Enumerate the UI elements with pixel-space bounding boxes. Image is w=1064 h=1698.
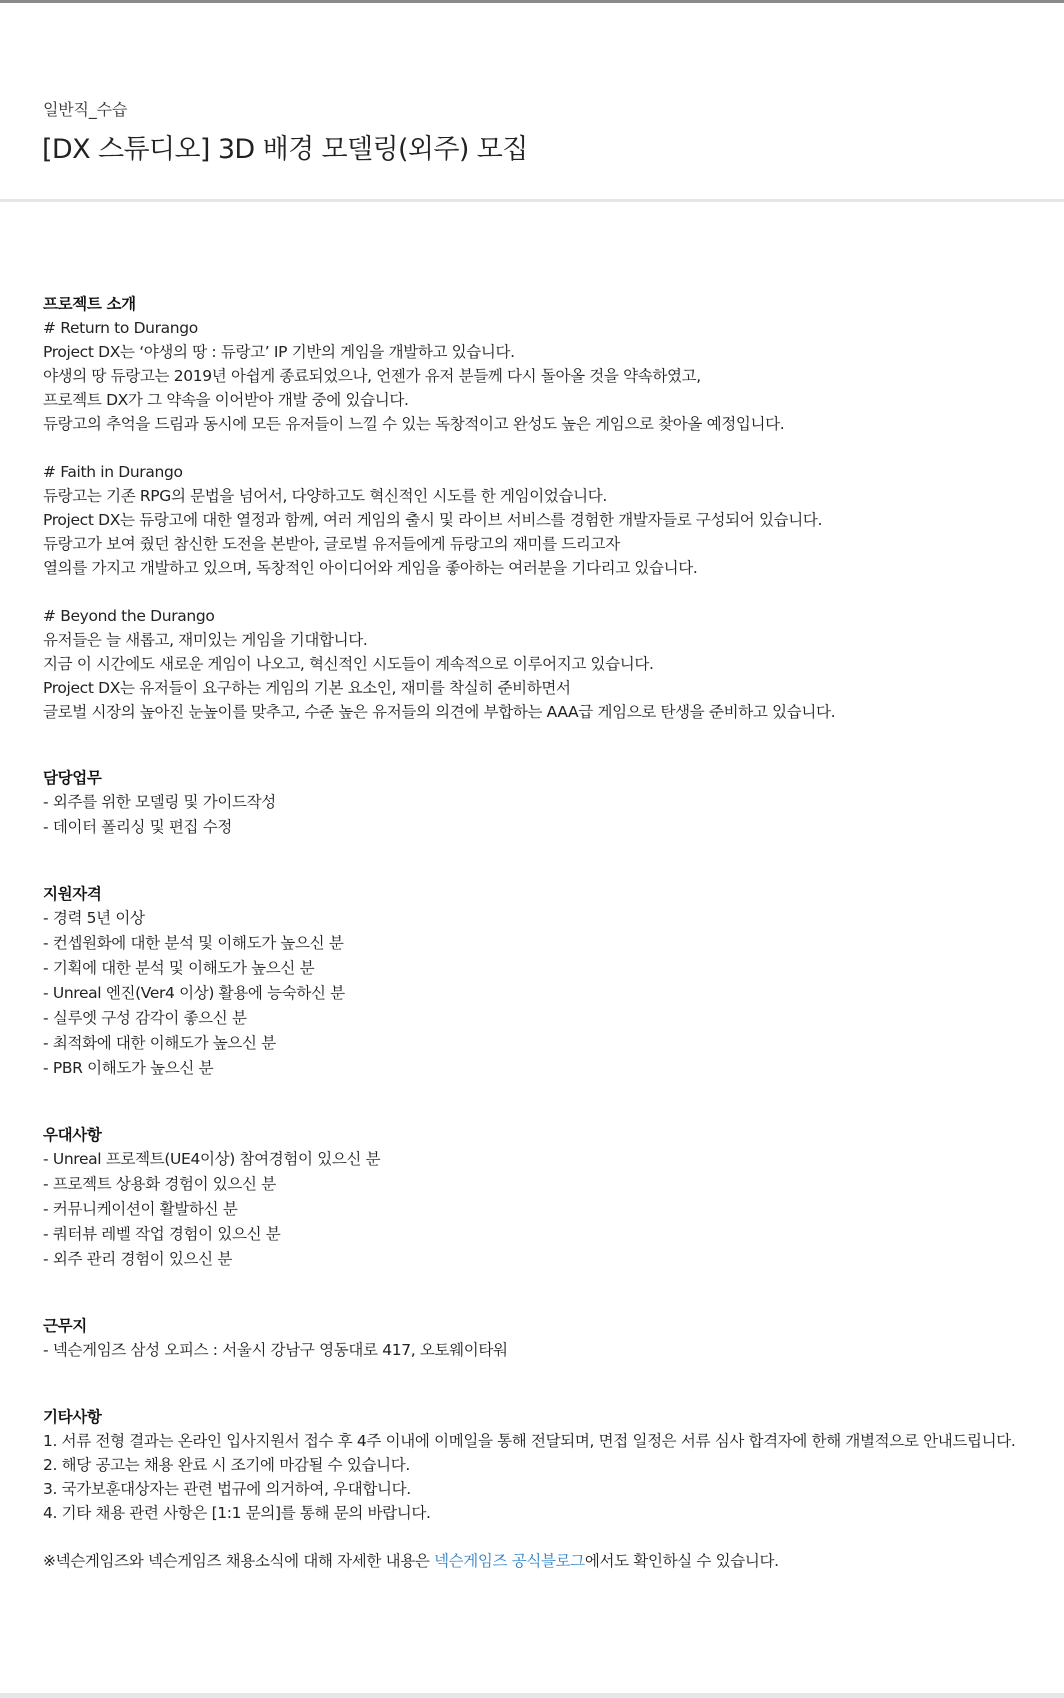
intro-heading-return: # Return to Durango <box>43 319 198 337</box>
intro-text: Project DX는 듀랑고에 대한 열정과 함께, 여러 게임의 출시 및 라이브 서비스를 경험한 개발자들로 구성되어 있습니다. <box>43 511 823 529</box>
intro-text: Project DX는 유저들이 요구하는 게임의 기본 요소인, 재미를 착실히 준비하면서 <box>43 679 571 697</box>
preferred-item: - Unreal 프로젝트(UE4이상) 참여경험이 있으신 분 <box>43 1150 381 1168</box>
intro-text: 듀랑고가 보여 줬던 참신한 도전을 본받아, 글로벌 유저들에게 듀랑고의 재미를 드리고자 <box>43 535 620 553</box>
etc-item: 1. 서류 전형 결과는 온라인 입사지원서 접수 후 4주 이내에 이메일을 통해 전달되며, 면접 일정은 서류 심사 합격자에 한해 개별적으로 안내드립니다. <box>43 1432 1016 1450</box>
intro-block-faith <box>43 460 1023 580</box>
blog-note <box>43 1549 1023 1573</box>
preferred-item: - 프로젝트 상용화 경험이 있으신 분 <box>43 1175 276 1193</box>
section-title-qualifications: 지원자격 <box>43 885 102 903</box>
intro-text: 열의를 가지고 개발하고 있으며, 독창적인 아이디어와 게임을 좋아하는 여러분을 기다리고 있습니다. <box>43 559 698 577</box>
section-duties <box>43 766 1023 840</box>
blog-note-prefix: ※넥슨게임즈와 넥슨게임즈 채용소식에 대해 자세한 내용은 <box>43 1552 435 1570</box>
intro-block-beyond <box>43 604 1023 724</box>
preferred-item: - 외주 관리 경험이 있으신 분 <box>43 1250 232 1268</box>
official-blog-link[interactable]: 넥슨게임즈 공식블로그 <box>434 1552 585 1570</box>
section-qualifications <box>43 882 1023 1081</box>
qualification-item: - PBR 이해도가 높으신 분 <box>43 1059 214 1077</box>
intro-block-return <box>43 316 1023 436</box>
section-project-intro <box>43 292 1023 724</box>
intro-text: 글로벌 시장의 높아진 눈높이를 맞추고, 수준 높은 유저들의 의견에 부합하는 AAA급 게임으로 탄생을 준비하고 있습니다. <box>43 703 836 721</box>
intro-text: 유저들은 늘 새롭고, 재미있는 게임을 기대합니다. <box>43 631 368 649</box>
page-title: [DX 스튜디오] 3D 배경 모델링(외주) 모집 <box>42 134 528 165</box>
qualification-item: - Unreal 엔진(Ver4 이상) 활용에 능숙하신 분 <box>43 984 345 1002</box>
section-title-project-intro: 프로젝트 소개 <box>43 295 136 313</box>
job-category: 일반직_수습 <box>43 100 128 119</box>
bottom-border <box>0 1693 1064 1698</box>
location-item: - 넥슨게임즈 삼성 오피스 : 서울시 강남구 영동대로 417, 오토웨이타워 <box>43 1341 508 1359</box>
qualification-item: - 경력 5년 이상 <box>43 909 145 927</box>
qualification-item: - 컨셉원화에 대한 분석 및 이해도가 높으신 분 <box>43 934 344 952</box>
intro-heading-faith: # Faith in Durango <box>43 463 183 481</box>
section-title-etc: 기타사항 <box>43 1408 102 1426</box>
posting-body <box>43 292 1023 1573</box>
intro-text: 지금 이 시간에도 새로운 게임이 나오고, 혁신적인 시도들이 계속적으로 이루어지고 있습니다. <box>43 655 654 673</box>
intro-text: 듀랑고는 기존 RPG의 문법을 넘어서, 다양하고도 혁신적인 시도를 한 게임이었습니다. <box>43 487 607 505</box>
intro-text: Project DX는 ‘야생의 땅 : 듀랑고’ IP 기반의 게임을 개발하고 있습니다. <box>43 343 515 361</box>
duty-item: - 외주를 위한 모델링 및 가이드작성 <box>43 793 276 811</box>
preferred-item: - 커뮤니케이션이 활발하신 분 <box>43 1200 238 1218</box>
section-title-location: 근무지 <box>43 1317 87 1335</box>
qualification-item: - 실루엣 구성 감각이 좋으신 분 <box>43 1009 247 1027</box>
intro-text: 야생의 땅 듀랑고는 2019년 아쉽게 종료되었으나, 언젠가 유저 분들께 다시 돌아올 것을 약속하였고, <box>43 367 701 385</box>
intro-heading-beyond: # Beyond the Durango <box>43 607 215 625</box>
preferred-item: - 쿼터뷰 레벨 작업 경험이 있으신 분 <box>43 1225 281 1243</box>
intro-text: 듀랑고의 추억을 드림과 동시에 모든 유저들이 느낄 수 있는 독창적이고 완성도 높은 게임으로 찾아올 예정입니다. <box>43 415 785 433</box>
etc-item: 4. 기타 채용 관련 사항은 [1:1 문의]를 통해 문의 바랍니다. <box>43 1504 431 1522</box>
posting-header <box>0 0 1064 202</box>
qualification-item: - 최적화에 대한 이해도가 높으신 분 <box>43 1034 276 1052</box>
etc-item: 2. 해당 공고는 채용 완료 시 조기에 마감될 수 있습니다. <box>43 1456 410 1474</box>
etc-item: 3. 국가보훈대상자는 관련 법규에 의거하여, 우대합니다. <box>43 1480 411 1498</box>
blog-note-suffix: 에서도 확인하실 수 있습니다. <box>584 1552 779 1570</box>
intro-text: 프로젝트 DX가 그 약속을 이어받아 개발 중에 있습니다. <box>43 391 409 409</box>
section-location <box>43 1314 1023 1363</box>
section-title-duties: 담당업무 <box>43 769 102 787</box>
section-etc <box>43 1405 1023 1525</box>
duty-item: - 데이터 폴리싱 및 편집 수정 <box>43 818 232 836</box>
section-preferred <box>43 1123 1023 1272</box>
qualification-item: - 기획에 대한 분석 및 이해도가 높으신 분 <box>43 959 315 977</box>
section-title-preferred: 우대사항 <box>43 1126 102 1144</box>
